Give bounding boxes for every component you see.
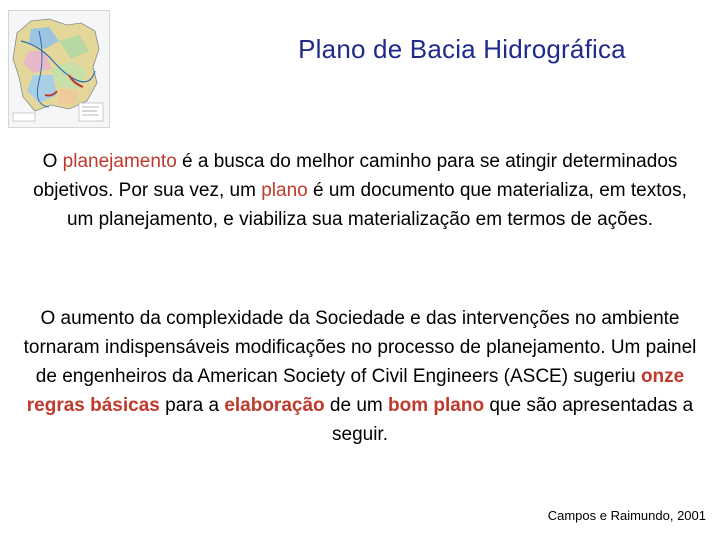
term-elaboracao: elaboração [224,395,325,416]
paragraph1-text: O [42,151,63,172]
paragraph2-text: para a [159,395,225,416]
paragraph-planning-definition [20,147,700,234]
paragraph1-text: é a busca do melhor caminho para se atingir determinados objetivos. Por sua vez, um [33,151,678,201]
river-basin-map-icon [8,10,110,128]
paragraph2-text: que são apresentadas a seguir. [332,395,694,445]
slide-title: Plano de Bacia Hidrográfica [298,34,626,64]
citation: Campos e Raimundo, 2001 [547,508,706,523]
term-plano: plano [261,180,308,201]
term-bom-plano: bom plano [388,395,485,416]
term-planejamento: planejamento [62,151,177,172]
paragraph1-text: é um documento que materializa, em textos, um planejamento, e viabiliza sua materialização em termos de ações. [66,180,687,230]
paragraph-asce-rules [20,304,700,449]
paragraph2-text: de um [324,395,388,416]
term-onze-regras-basicas: onze regras básicas [26,366,685,416]
paragraph2-text: O aumento da complexidade da Sociedade e das intervenções no ambiente tornaram indispensáveis modificações no processo de planejamento. Um painel de engenheiros da American Society of Civil Engineers (ASCE) sugeriu [23,308,697,387]
